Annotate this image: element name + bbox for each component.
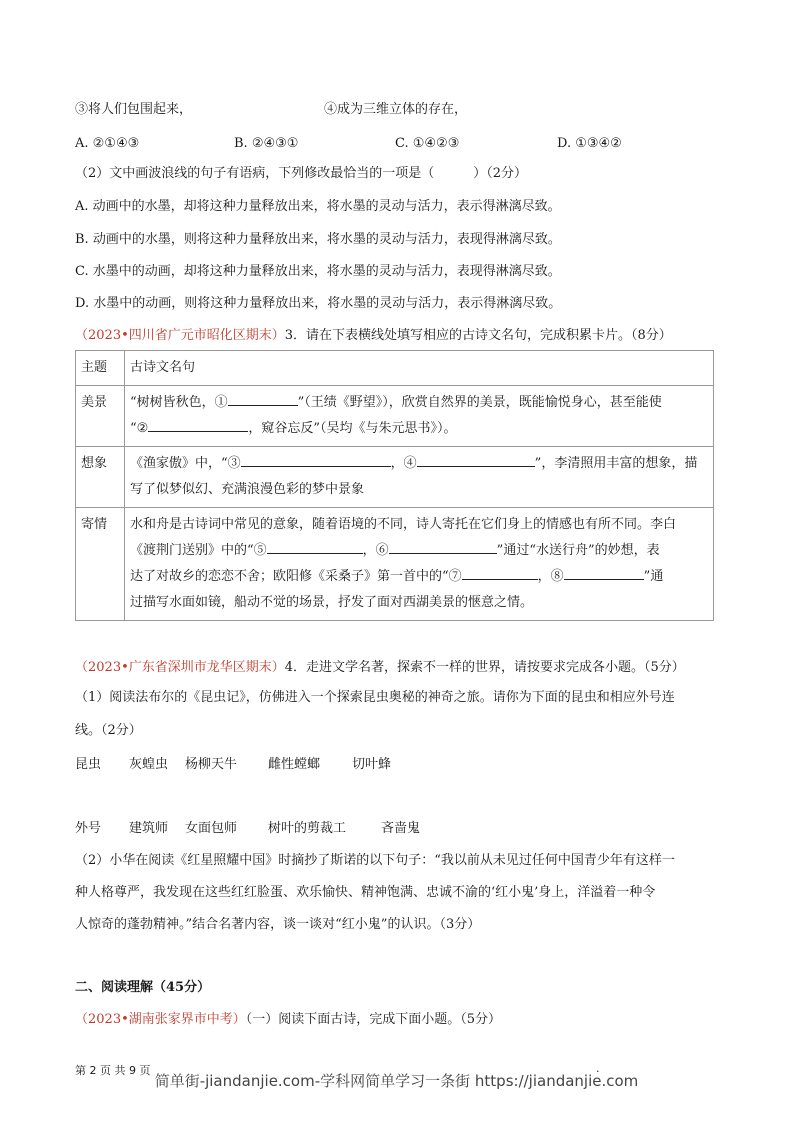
footer-dot: . [596,1062,600,1075]
q4-sub2-line1: （2）小华在阅读《红星照耀中国》时摘抄了斯诺的以下句子：“我以前从未见过任何中国青少年有这样一 [75,853,675,868]
row3-text-d: 达了对故乡的恋恋不舍；欧阳修《采桑子》第一首中的“⑦ [130,569,462,584]
nickname-item[interactable]: 吝啬鬼 [381,821,421,836]
answer-blank-5[interactable] [267,539,363,554]
row2-text-a: 《渔家傲》中，“③ [130,456,241,471]
insect-item[interactable]: 切叶蜂 [352,757,392,772]
table-header-row [76,351,714,386]
row2-text-d: 写了似梦似幻、充满浪漫色彩的梦中景象 [130,482,365,497]
header-lines: 古诗文名句 [125,351,714,386]
q2-sub2-option-c: C. 水墨中的动画，却将这种力量释放出来，将水墨的灵动与活力，表现得淋漓尽致。 [75,264,561,279]
row-key-emotion: 寄情 [76,508,125,621]
site-watermark: 简单街-jiandanjie.com-学科网简单学习一条街 https://jiandanjie.com [154,1072,639,1090]
table-row [76,447,714,508]
section-2-source: （2023•湖南张家界市中考） [75,1012,246,1027]
insects-label: 昆虫 [75,757,102,772]
q2-sub2-stem: （2）文中画波浪线的句子有语病，下列修改最恰当的一项是（ ）（2分） [75,166,528,181]
answer-blank-7[interactable] [462,565,538,580]
section-2-heading [75,1011,501,1029]
row-content-emotion [125,508,714,621]
nickname-item[interactable]: 建筑师 [129,821,169,836]
question-4-heading [75,659,685,677]
q4-sub2-line3: 人惊奇的蓬勃精神。”结合名著内容，谈一谈对“红小鬼”的认识。（3分） [75,917,481,932]
q2-sub2-option-b: B. 动画中的水墨，则将这种力量释放出来，将水墨的灵动与活力，表现得淋漓尽致。 [75,232,561,247]
q4-sub1-line2: 线。（2分） [75,723,142,738]
section-2-stem: （一）阅读下面古诗，完成下面小题。（5分） [245,1012,502,1027]
row2-text-c: ”，李清照用丰富的想象，描 [534,456,698,471]
answer-blank-2[interactable] [148,417,248,432]
row1-text-d: ，窥谷忘反”（吴均《与朱元思书》）。 [248,421,457,436]
nickname-item[interactable]: 女面包师 [185,821,238,836]
row3-text-b: ，⑥ [362,543,389,558]
row-content-scenery [125,386,714,447]
table-row [76,508,714,621]
question-4-stem: 4．走进文学名著，探索不一样的世界，请按要求完成各小题。（5分） [284,660,685,675]
question-3-stem: 3．请在下表横线处填写相应的古诗文名句，完成积累卡片。（8分） [284,328,672,343]
choice-c: C. ①④②③ [395,136,460,151]
nicknames-label: 外号 [75,821,102,836]
row-key-scenery: 美景 [76,386,125,447]
answer-blank-8[interactable] [564,565,644,580]
option-item-4: ④成为三维立体的存在， [324,102,468,117]
choice-d: D. ①③④② [557,136,622,151]
row1-text-c: “② [130,421,149,436]
row-content-imagination [125,447,714,508]
question-4-source: （2023•广东省深圳市龙华区期末） [75,660,285,675]
row1-text-b: ”（王绩《野望》），欣赏自然界的美景，既能愉悦身心，甚至能使 [297,395,662,410]
row3-text-c: ”通过“水送行舟”的妙想，表 [496,543,660,558]
option-item-3: ③将人们包围起来， [75,102,193,117]
answer-blank-6[interactable] [389,539,497,554]
choice-b: B. ②④③① [234,136,299,151]
header-theme: 主题 [76,351,125,386]
row3-text-e: ，⑧ [537,569,564,584]
answer-blank-4[interactable] [417,452,535,467]
row3-line-4: 过描写水面如镜，船动不觉的场景，抒发了面对西湖美景的惬意之情。 [130,595,534,610]
row3-text-a: 《渡荆门送别》中的“⑤ [130,543,267,558]
page-number: 第 2 页 共 9 页 [75,1064,151,1077]
insect-item[interactable]: 杨柳天牛 [185,757,238,772]
section-2-title: 二、阅读理解（45分） [75,980,211,995]
accumulation-card-table [75,350,714,621]
row-key-imagination: 想象 [76,447,125,508]
question-3-source: （2023•四川省广元市昭化区期末） [75,328,285,343]
row2-text-b: ，④ [390,456,417,471]
choice-a: A. ②①④③ [75,136,140,151]
insect-item[interactable]: 雌性螳螂 [268,757,321,772]
question-3-heading [75,327,672,345]
row3-text-f: ”通 [643,569,664,584]
q2-sub2-option-a: A. 动画中的水墨，却将这种力量释放出来，将水墨的灵动与活力，表示得淋漓尽致。 [75,199,561,214]
answer-blank-3[interactable] [241,452,391,467]
nickname-item[interactable]: 树叶的剪裁工 [268,821,347,836]
q2-sub2-option-d: D. 水墨中的动画，则将这种力量释放出来，将水墨的灵动与活力，表示得淋漓尽致。 [75,296,562,311]
insect-item[interactable]: 灰蝗虫 [129,757,169,772]
q4-sub2-line2: 种人格尊严，我发现在这些红红脸蛋、欢乐愉快、精神饱满、忠诚不渝的‘红小鬼’身上，洋溢着一种令 [75,885,656,900]
row1-text-a: “树树皆秋色，① [130,395,228,410]
table-row [76,386,714,447]
row3-line-1: 水和舟是古诗词中常见的意象，随着语境的不同，诗人寄托在它们身上的情感也有所不同。李白 [130,517,677,532]
answer-blank-1[interactable] [228,391,298,406]
q4-sub1-line1: （1）阅读法布尔的《昆虫记》，仿佛进入一个探索昆虫奥秘的神奇之旅。请你为下面的昆虫和相应外号连 [75,690,675,705]
